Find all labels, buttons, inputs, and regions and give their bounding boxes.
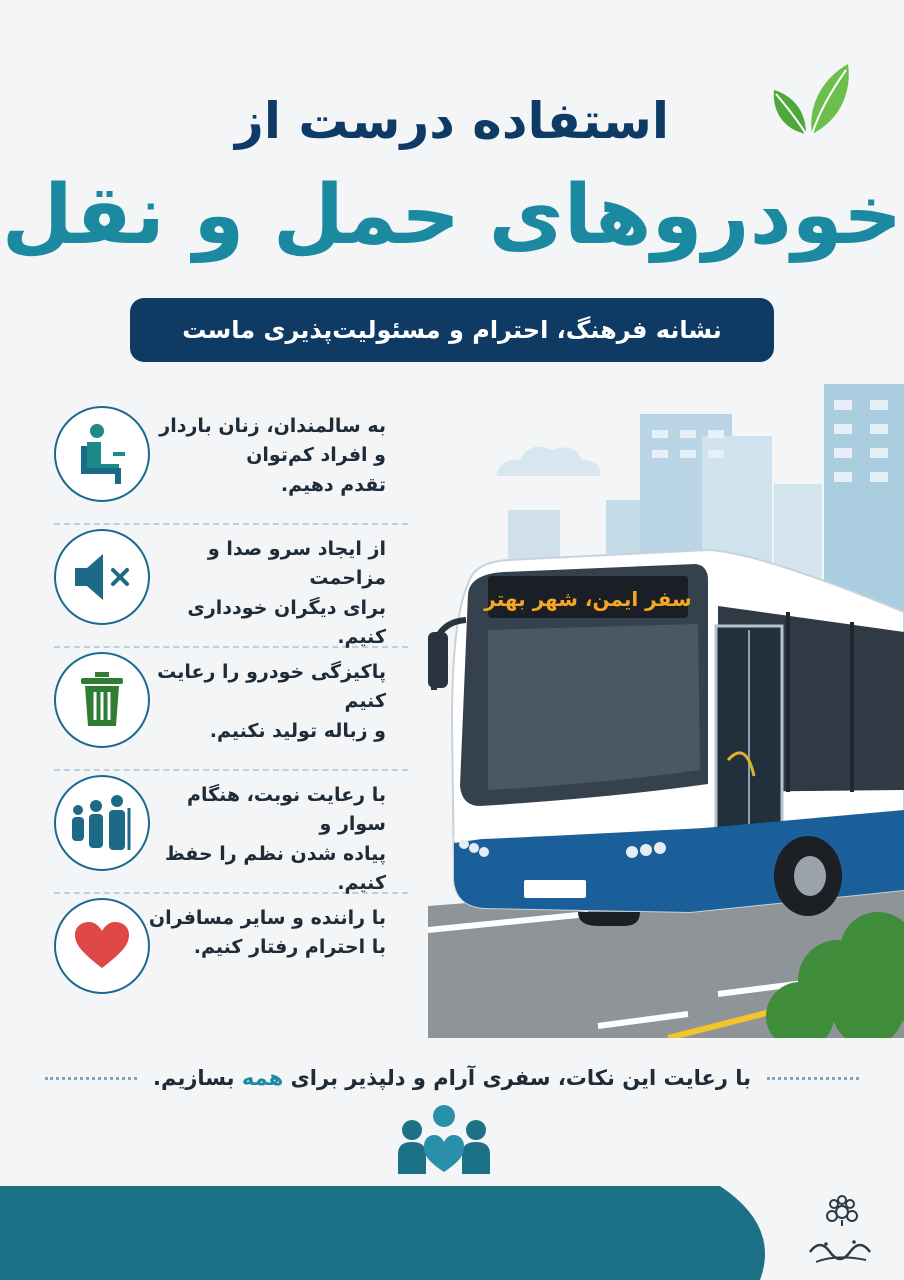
tip-text: با راننده و سایر مسافران با احترام رفتار کنیم. bbox=[148, 907, 386, 959]
closing-message bbox=[0, 1066, 904, 1090]
dotted-divider bbox=[45, 1077, 137, 1080]
closing-text-start: با رعایت این نکات، سفری آرام و دلپذیر برای bbox=[283, 1066, 752, 1090]
seated-person-icon bbox=[54, 406, 150, 502]
community-people-icon bbox=[396, 1104, 492, 1174]
tip-text: به سالمندان، زنان باردار و افراد کم‌توان تقدم دهیم. bbox=[159, 415, 386, 496]
list-item bbox=[54, 771, 408, 894]
list-item bbox=[54, 525, 408, 648]
closing-text-end: بسازیم. bbox=[153, 1066, 242, 1090]
closing-text bbox=[153, 1066, 751, 1090]
tips-list bbox=[54, 402, 408, 1017]
subtitle-text: نشانه فرهنگ، احترام و مسئولیت‌پذیری ماست bbox=[182, 316, 722, 344]
list-item bbox=[54, 402, 408, 525]
trash-bin-icon bbox=[54, 652, 150, 748]
closing-highlight: همه bbox=[241, 1066, 284, 1090]
list-item bbox=[54, 894, 408, 1017]
dotted-divider bbox=[767, 1077, 859, 1080]
municipality-logo bbox=[796, 1194, 888, 1274]
tip-text: با رعایت نوبت، هنگام سوار و پیاده شدن نظم را حفظ کنیم. bbox=[164, 784, 386, 895]
tip-text: پاکیزگی خودرو را رعایت کنیم و زباله تولید نکنیم. bbox=[157, 661, 386, 742]
title-line-1: استفاده درست از bbox=[235, 92, 669, 150]
heart-icon bbox=[54, 898, 150, 994]
tip-text: از ایجاد سرو صدا و مزاحمت برای دیگران خودداری کنیم. bbox=[187, 538, 386, 649]
subtitle-banner bbox=[130, 298, 774, 362]
list-item bbox=[54, 648, 408, 771]
queue-people-icon bbox=[54, 775, 150, 871]
bus-illustration bbox=[428, 540, 904, 1038]
mute-speaker-icon bbox=[54, 529, 150, 625]
title-line-2: خودروهای حمل و نقل bbox=[1, 168, 903, 263]
destination-sign: سفر ایمن، شهر بهتر bbox=[484, 587, 692, 611]
